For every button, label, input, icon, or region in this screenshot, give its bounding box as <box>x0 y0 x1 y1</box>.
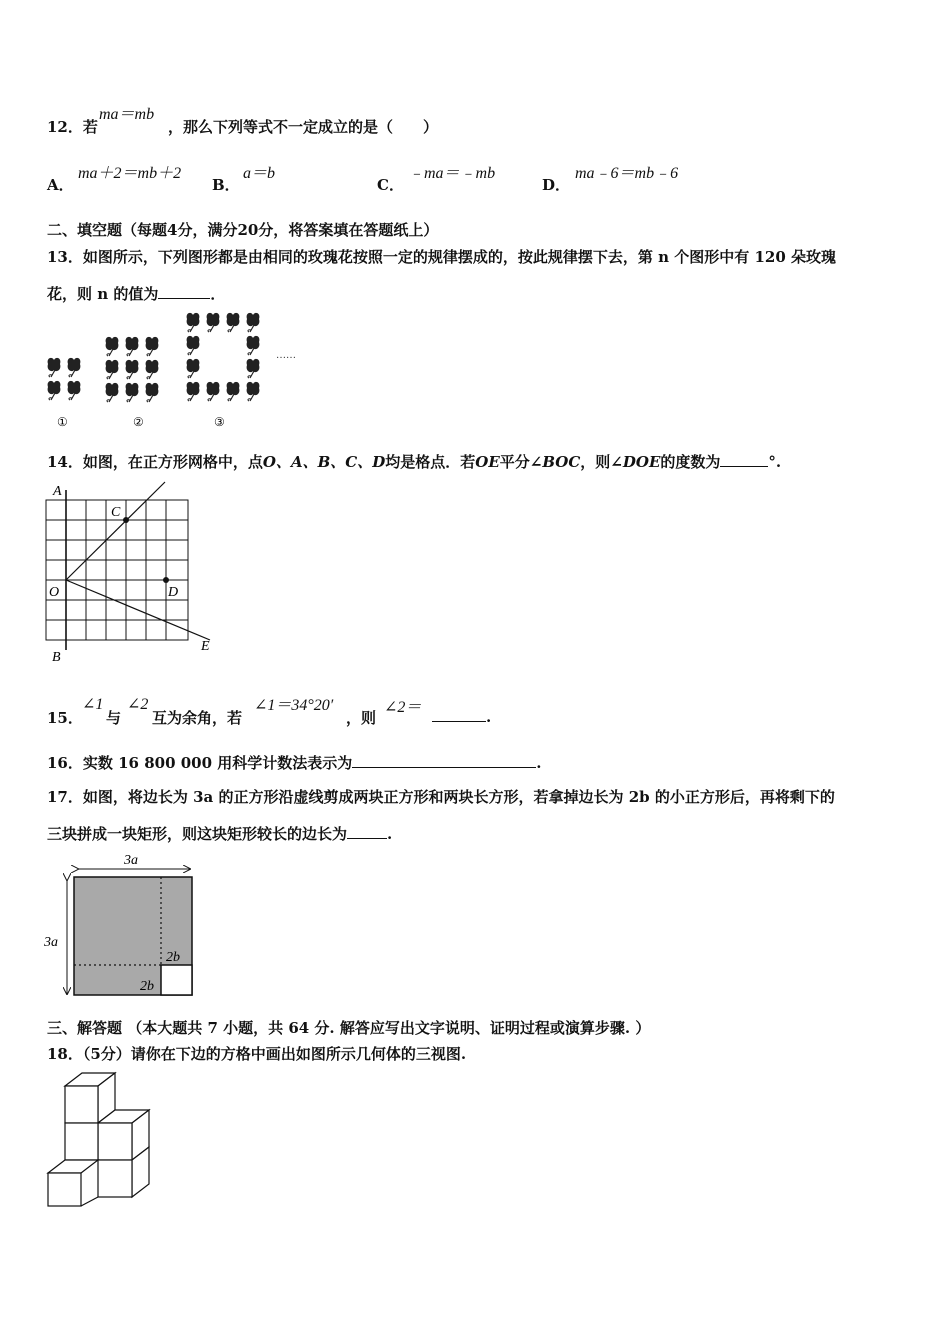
q15-answer <box>432 707 491 726</box>
q17-label-left: 3a <box>44 935 58 950</box>
q15-end: . <box>486 708 492 726</box>
q12-option-c-label: C． <box>377 176 404 194</box>
q12-option-a-expr: ma＋2＝mb＋2 <box>78 165 182 182</box>
q18-text: 18．（5分）请你在下边的方格中画出如图所示几何体的三视图. <box>47 1045 467 1063</box>
q13-fig-label-3: ③ <box>214 415 225 429</box>
q13-line2 <box>47 283 225 304</box>
q17-square-figure <box>40 848 205 1000</box>
q16-stem: 16．实数 16 800 000 用科学计数法表示为 <box>47 754 353 772</box>
section2-title: 二、填空题（每题4分，满分20分，将答案填在答题纸上） <box>47 221 439 239</box>
q17-line2 <box>47 823 392 844</box>
q13-fig1-roses <box>48 358 81 400</box>
q13-line1: 13．如图所示，下列图形都是由相同的玫瑰花按照一定的规律摆成的，按此规律摆下去，第 n 个图形中有 120 朵玫瑰 <box>47 248 836 266</box>
q12-option-d-label: D． <box>542 176 571 194</box>
q12-option-d-expr: ma﹣6＝mb﹣6 <box>575 165 679 182</box>
section3-title: 三、解答题 （本大题共 7 小题，共 64 分. 解答应写出文字说明、证明过程或演算步骤. ） <box>47 1019 651 1037</box>
q15-yu: 与 <box>106 709 122 727</box>
q14-grid <box>46 500 188 640</box>
q13-fig-label-1: ① <box>57 415 68 429</box>
q17-line1: 17．如图，将边长为 3a 的正方形沿虚线剪成两块正方形和两块长方形，若拿掉边长为 2b 的小正方形后，再将剩下的 <box>47 788 835 806</box>
q15-ask: ∠2＝ <box>384 699 422 716</box>
q14-text-c: 平分∠ <box>499 453 543 471</box>
q14-point-c <box>123 517 129 523</box>
q14-doe: DOE <box>622 453 661 471</box>
q18-middle-left-front <box>65 1123 98 1160</box>
q12-option-a-label: A． <box>47 176 74 194</box>
q14-grid-figure <box>40 480 225 670</box>
q16-text <box>47 752 542 773</box>
q14-text-a: 14．如图，在正方形网格中，点 <box>47 453 263 471</box>
q12-option-c-expr: ﹣ma＝﹣mb <box>408 165 496 182</box>
q17-label-2b-right: 2b <box>166 950 180 965</box>
q14-text-d: ，则∠ <box>580 453 623 471</box>
q13-fig-label-2: ② <box>133 415 144 429</box>
q14-label-c: C <box>111 505 121 520</box>
q12-number: 12．若 <box>47 118 98 136</box>
q15-angle1: ∠1 <box>82 696 104 713</box>
q18-bottom-left-top <box>48 1160 98 1173</box>
q14-text-e: 的度数为 <box>660 453 721 471</box>
q17-label-top: 3a <box>124 853 138 868</box>
q13-answer-blank <box>158 284 210 299</box>
q14-label-a: A <box>53 484 62 499</box>
q14-label-o: O <box>49 585 60 600</box>
q17-end: . <box>387 825 393 843</box>
q14-text <box>47 451 781 472</box>
q18-top-cube-front <box>65 1086 98 1123</box>
q14-text-b: 均是格点．若 <box>385 453 476 471</box>
q15-answer-blank <box>432 707 486 722</box>
q12-option-b-expr: a＝b <box>243 165 276 182</box>
q18-bottom-left-front <box>48 1173 81 1206</box>
q12-option-b-label: B． <box>212 176 240 194</box>
q12-stem: ，那么下列等式不一定成立的是（ ） <box>168 118 439 136</box>
q14-answer-blank <box>720 452 768 467</box>
q14-label-b: B <box>52 650 61 665</box>
q14-boc: BOC <box>542 453 581 471</box>
q15-angle2: ∠2 <box>127 696 149 713</box>
q15-number: 15． <box>47 709 83 727</box>
q15-then: ，则 <box>346 709 377 727</box>
q17-answer-blank <box>347 824 387 839</box>
q14-label-d: D <box>168 585 179 600</box>
q17-line2-text: 三块拼成一块矩形，则这块矩形较长的边长为 <box>47 825 348 843</box>
q14-label-e: E <box>201 639 210 654</box>
q16-end: . <box>536 754 542 772</box>
q13-fig2-roses <box>106 337 159 402</box>
q18-bottom-right-front <box>98 1160 132 1197</box>
q17-label-2b-bottom: 2b <box>140 979 154 994</box>
q18-cube-figure <box>40 1070 160 1212</box>
q18-middle-right-front <box>98 1123 132 1160</box>
q13-ellipsis: …… <box>276 350 296 361</box>
q13-line2-text: 花，则 n 的值为 <box>47 285 159 303</box>
q13-end: ． <box>210 285 226 303</box>
q16-answer-blank <box>352 753 536 768</box>
q17-small-square <box>161 965 192 995</box>
q14-point-d <box>163 577 169 583</box>
q15-given: ∠1＝34°20′ <box>254 697 334 714</box>
q14-points: O、A、B、C、D <box>262 453 386 471</box>
q14-end: °. <box>768 453 782 471</box>
q14-ray-oc <box>66 482 165 580</box>
q13-fig3-roses <box>187 313 260 401</box>
q14-oe: OE <box>475 453 500 471</box>
q15-text: 互为余角，若 <box>152 709 243 727</box>
q18-edge <box>81 1197 98 1206</box>
q13-rose-figure <box>40 310 320 435</box>
q12-condition: ma＝mb <box>99 106 155 123</box>
